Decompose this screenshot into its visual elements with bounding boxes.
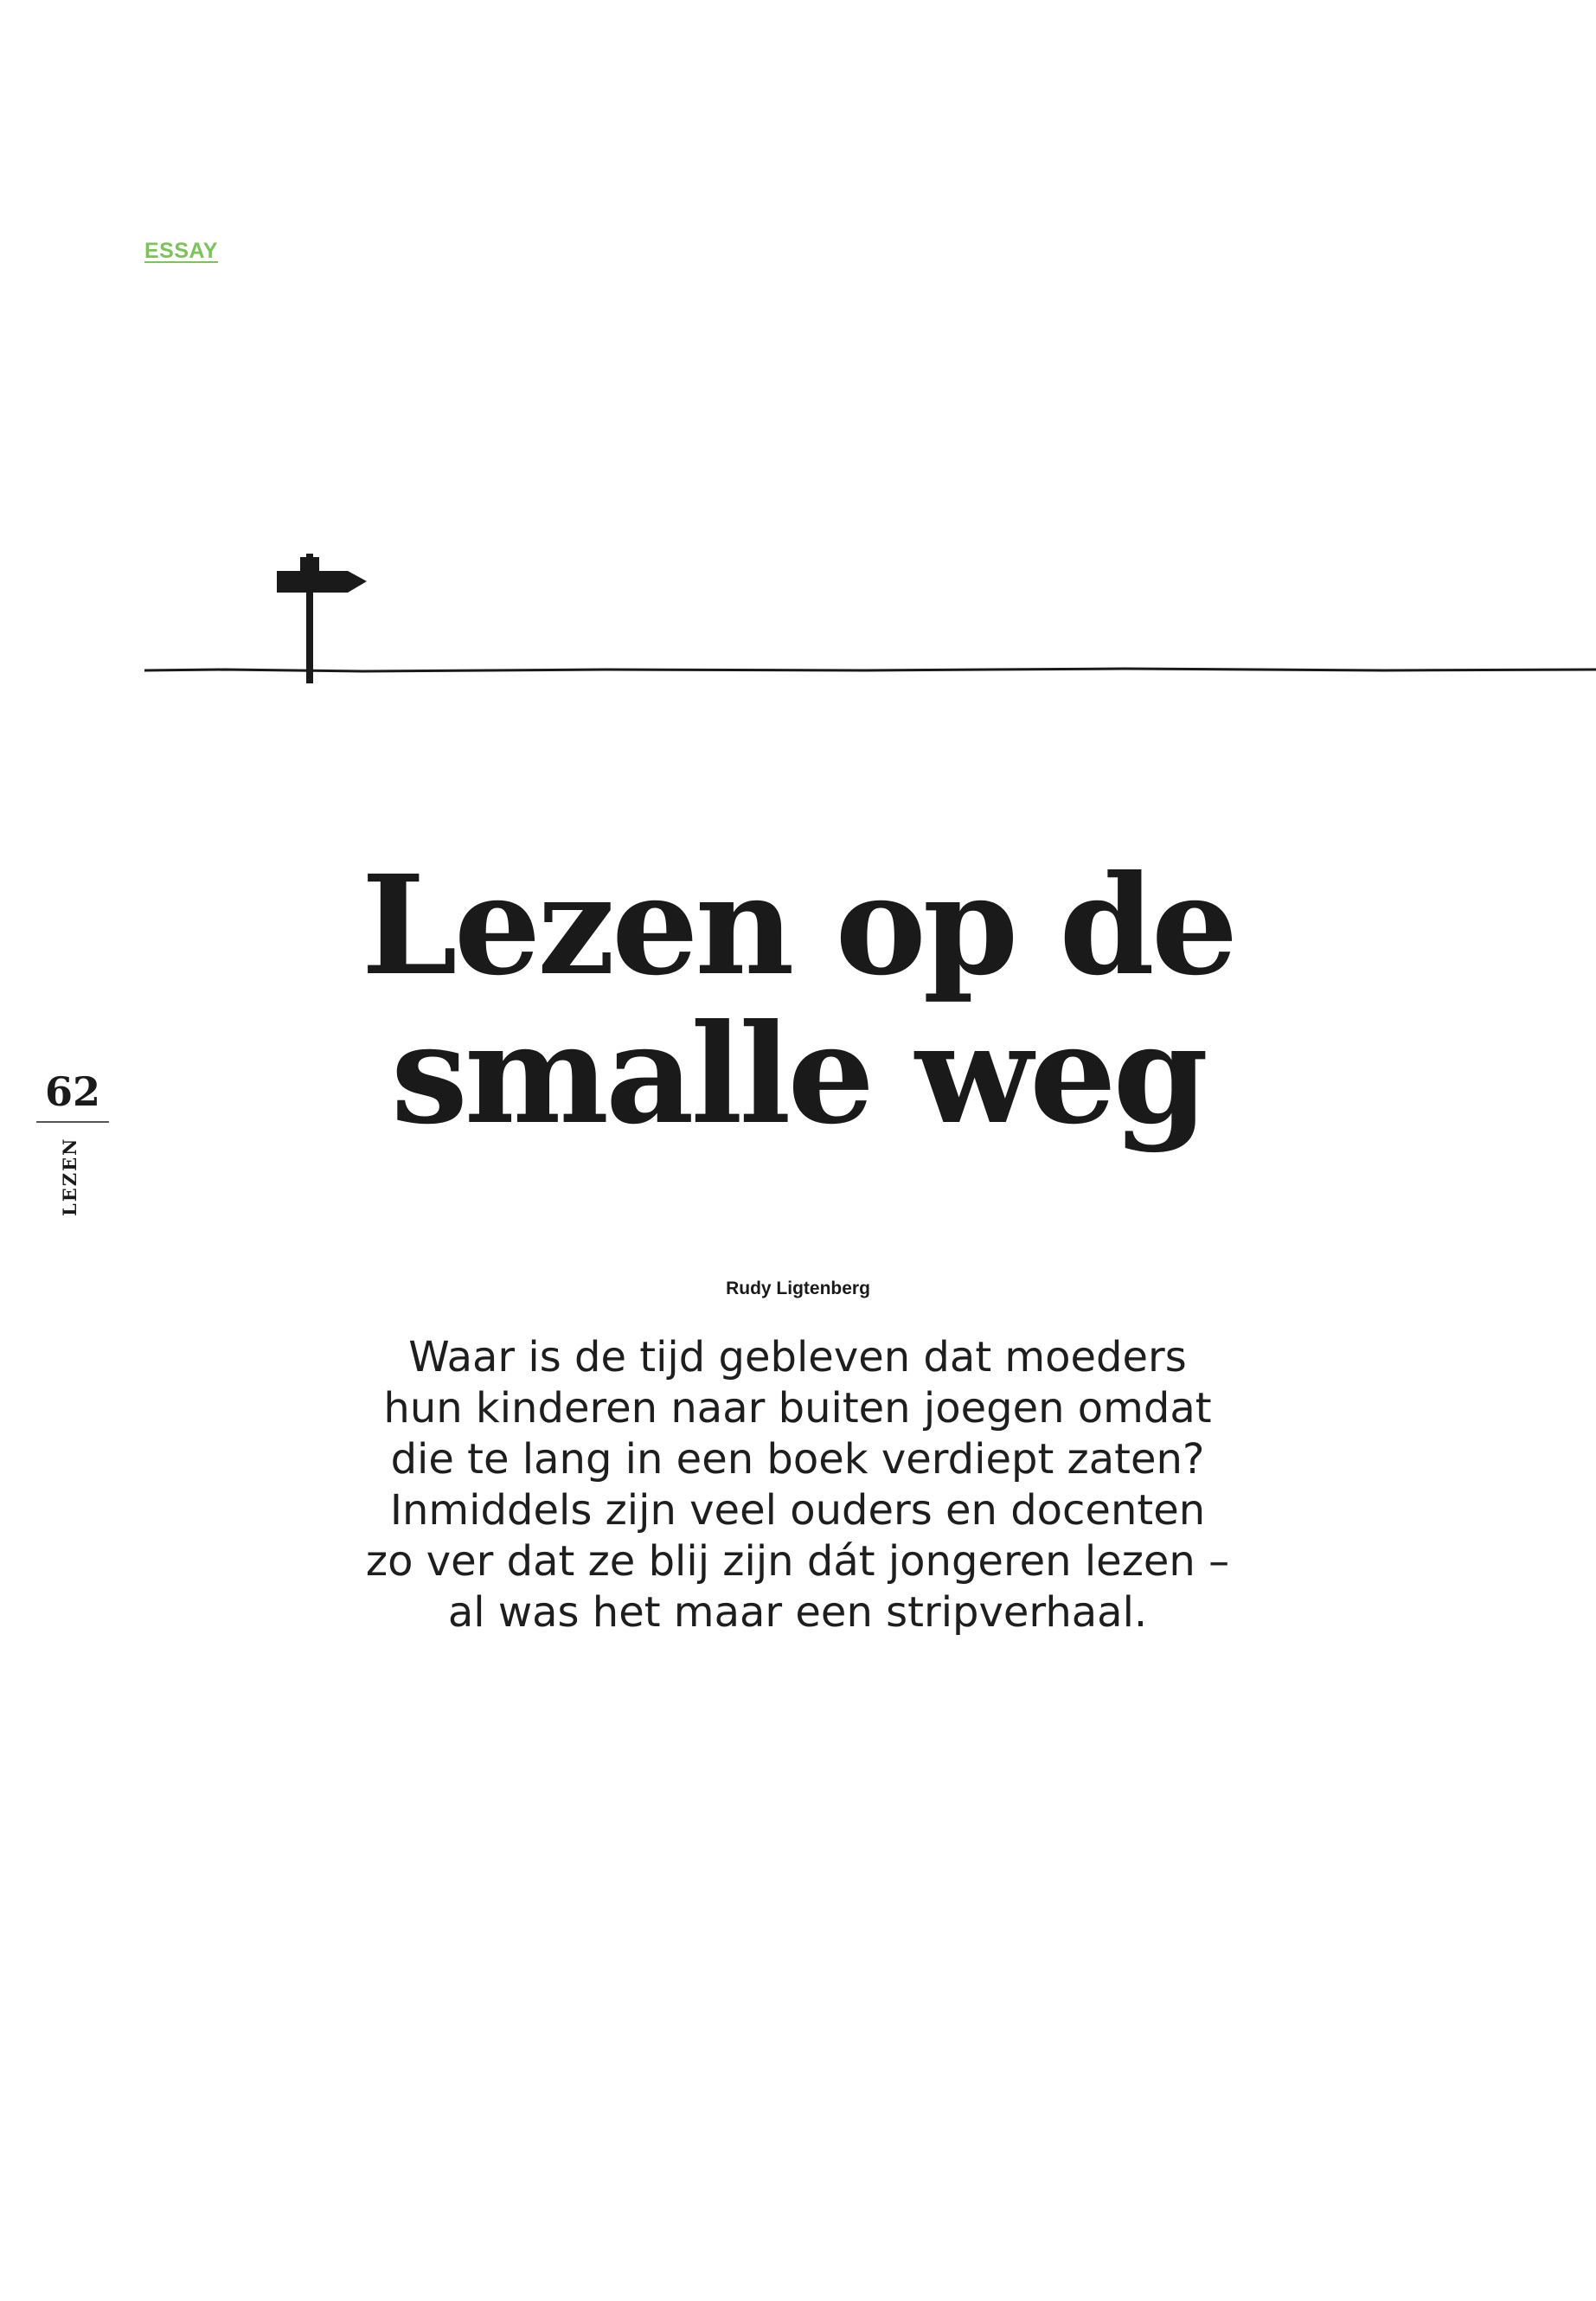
- lede-line: zo ver dat ze blij zijn dát jongeren lezen –: [365, 1537, 1230, 1586]
- signpost-illustration: [0, 536, 1596, 683]
- folio-divider: [36, 1121, 109, 1123]
- running-section: LEZEN: [59, 1137, 80, 1216]
- lede-line: Inmiddels zijn veel ouders en docenten: [389, 1486, 1206, 1535]
- horizon-line: [144, 669, 1596, 671]
- title-line: smalle weg: [390, 995, 1206, 1155]
- folio: [35, 1066, 111, 1123]
- lede-line: al was het maar een stripverhaal.: [447, 1588, 1148, 1637]
- page-title: [0, 846, 1596, 1155]
- lede-paragraph: [279, 1332, 1317, 1638]
- lede-line: hun kinderen naar buiten joegen omdat: [383, 1384, 1212, 1433]
- author-byline: Rudy Ligtenberg: [726, 1279, 870, 1298]
- section-label: ESSAY: [144, 239, 218, 263]
- title-line: Lezen op de: [361, 846, 1235, 1006]
- signpost-icon: [277, 554, 367, 683]
- lede-line: Waar is de tijd gebleven dat moeders: [408, 1333, 1187, 1381]
- page-number: 62: [44, 1068, 100, 1115]
- lede-line: die te lang in een boek verdiept zaten?: [390, 1435, 1205, 1484]
